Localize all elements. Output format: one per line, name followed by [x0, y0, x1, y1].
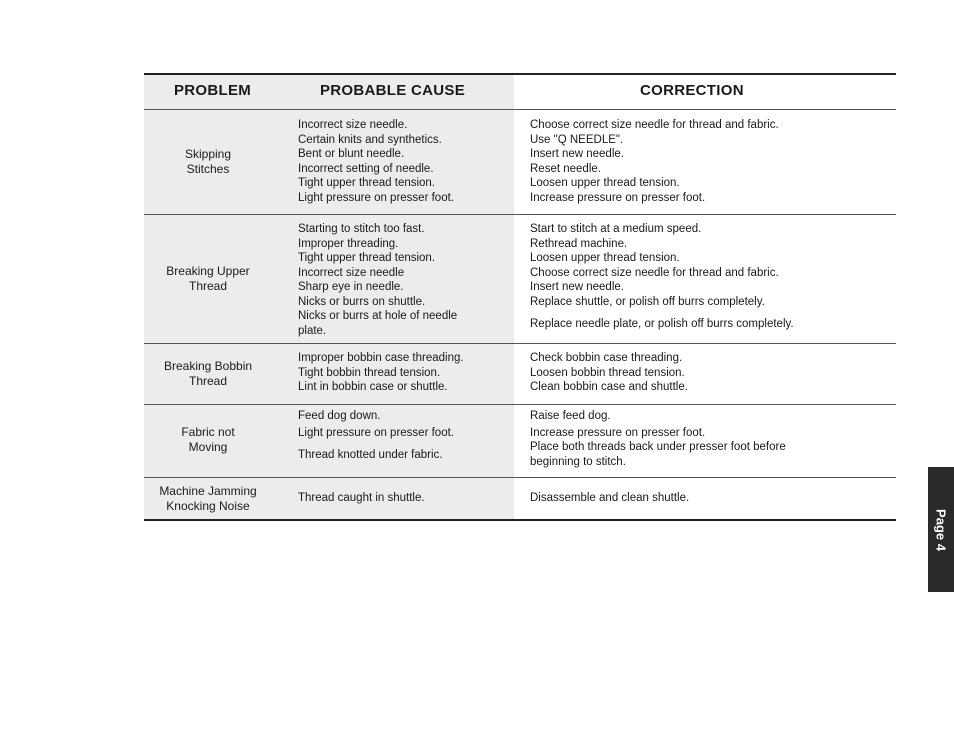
table-header: [144, 73, 896, 110]
header-problem: PROBLEM: [174, 82, 252, 99]
header-probable-cause: PROBABLE CAUSE: [320, 82, 466, 99]
table-bottom-rule: [144, 519, 896, 521]
problem-cell: Breaking Upper Thread: [166, 264, 250, 293]
correction-cell: Check bobbin case threading. Loosen bobbin thread tension. Clean bobbin case and shuttle.: [530, 352, 688, 393]
cause-cell: Starting to stitch too fast. Improper threading. Tight upper thread tension. Incorrect size needle Sharp eye in needle. Nicks or burrs on shuttle. Nicks or burrs at hole of needle plate.: [298, 223, 458, 337]
correction-cell: Start to stitch at a medium speed. Rethread machine. Loosen upper thread tension. Choose correct size needle for thread and fabric. Insert new needle. Replace shuttle, or polish off burrs completely. Replace needle plate, or polish off burrs completely.: [530, 223, 794, 330]
page-side-tab-label: Page 4: [933, 508, 949, 551]
table-row-fabric-not-moving: [144, 405, 896, 478]
troubleshooting-table: [144, 73, 896, 521]
table-row-breaking-bobbin-thread: [144, 344, 896, 405]
correction-cell: Disassemble and clean shuttle.: [530, 492, 690, 504]
cause-cell: Improper bobbin case threading. Tight bobbin thread tension. Lint in bobbin case or shuttle.: [298, 352, 464, 393]
page-side-tab: [928, 467, 954, 592]
header-correction: CORRECTION: [640, 82, 744, 99]
table-row-skipping-stitches: [144, 110, 896, 215]
cause-cell: Thread caught in shuttle.: [298, 492, 425, 504]
correction-cell: Choose correct size needle for thread and fabric. Use "Q NEEDLE". Insert new needle. Reset needle. Loosen upper thread tension. Increase pressure on presser foot.: [530, 119, 779, 204]
problem-cell: Skipping Stitches: [184, 147, 232, 176]
cause-cell: Feed dog down. Light pressure on presser foot. Thread knotted under fabric.: [298, 410, 454, 461]
table-row-machine-jamming: [144, 478, 896, 519]
problem-cell: Fabric not Moving: [181, 425, 235, 454]
table-row-breaking-upper-thread: [144, 215, 896, 344]
problem-cell: Machine Jamming Knocking Noise: [159, 484, 257, 513]
problem-cell: Breaking Bobbin Thread: [163, 359, 253, 388]
correction-cell: Raise feed dog. Increase pressure on presser foot. Place both threads back under presser foot before beginning to stitch.: [530, 410, 786, 468]
cause-cell: Incorrect size needle. Certain knits and synthetics. Bent or blunt needle. Incorrect setting of needle. Tight upper thread tension. Light pressure on presser foot.: [298, 119, 454, 204]
